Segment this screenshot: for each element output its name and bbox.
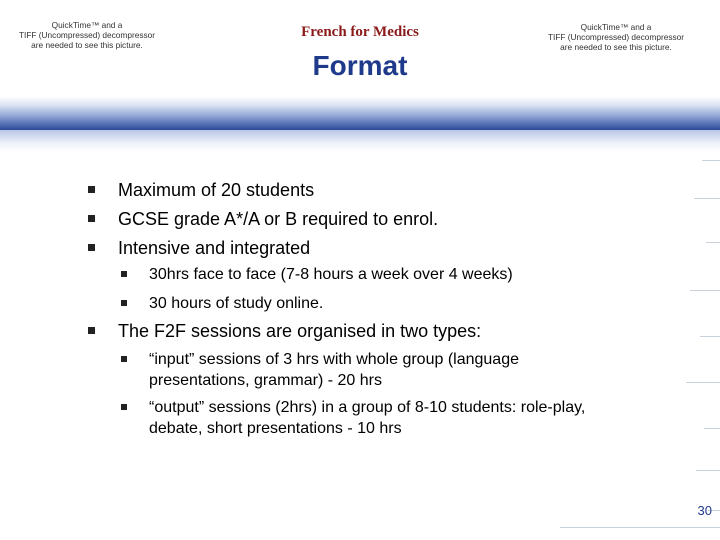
bullet-square-icon	[88, 186, 95, 193]
bullet-square-icon	[121, 404, 127, 410]
footer-rule	[560, 527, 720, 528]
bullet-square-icon	[88, 215, 95, 222]
bullet-item	[118, 237, 310, 259]
bullet-square-icon	[88, 244, 95, 251]
course-name: French for Medics	[301, 24, 419, 40]
bullet-text: “input” sessions of 3 hrs with whole group (language	[149, 351, 519, 368]
bullet-text: Intensive and integrated	[118, 238, 311, 258]
slide-title: Format	[312, 50, 408, 81]
bullet-square-icon	[121, 300, 127, 306]
bullet-text: Maximum of 20 students	[118, 180, 315, 200]
bullet-item	[118, 320, 481, 342]
placeholder-text: QuickTime™ and a TIFF (Uncompressed) decompressor are needed to see this picture.	[547, 22, 684, 52]
bullet-text: GCSE grade A*/A or B required to enrol.	[118, 209, 439, 229]
bullet-item	[118, 179, 314, 201]
bullet-text: “output” sessions (2hrs) in a group of 8-10 students: role-play,	[149, 399, 586, 416]
bullet-text-continued: presentations, grammar) - 20 hrs	[149, 372, 382, 389]
sub-bullet-item	[149, 293, 323, 314]
bullet-text-continued: debate, short presentations - 10 hrs	[149, 420, 402, 437]
sub-bullet-item	[149, 264, 513, 285]
placeholder-text: QuickTime™ and a TIFF (Uncompressed) decompressor are needed to see this picture.	[18, 20, 155, 50]
bullet-text: The F2F sessions are organised in two types:	[118, 321, 482, 341]
bullet-text: 30hrs face to face (7-8 hours a week over 4 weeks)	[149, 266, 513, 283]
bullet-square-icon	[88, 327, 95, 334]
bullet-text: 30 hours of study online.	[149, 295, 324, 312]
bullet-item	[118, 208, 438, 230]
bullet-square-icon	[121, 271, 127, 277]
sub-bullet-item	[149, 397, 585, 439]
bullet-square-icon	[121, 356, 127, 362]
sub-bullet-item	[149, 349, 519, 391]
page-number: 30	[697, 503, 712, 518]
